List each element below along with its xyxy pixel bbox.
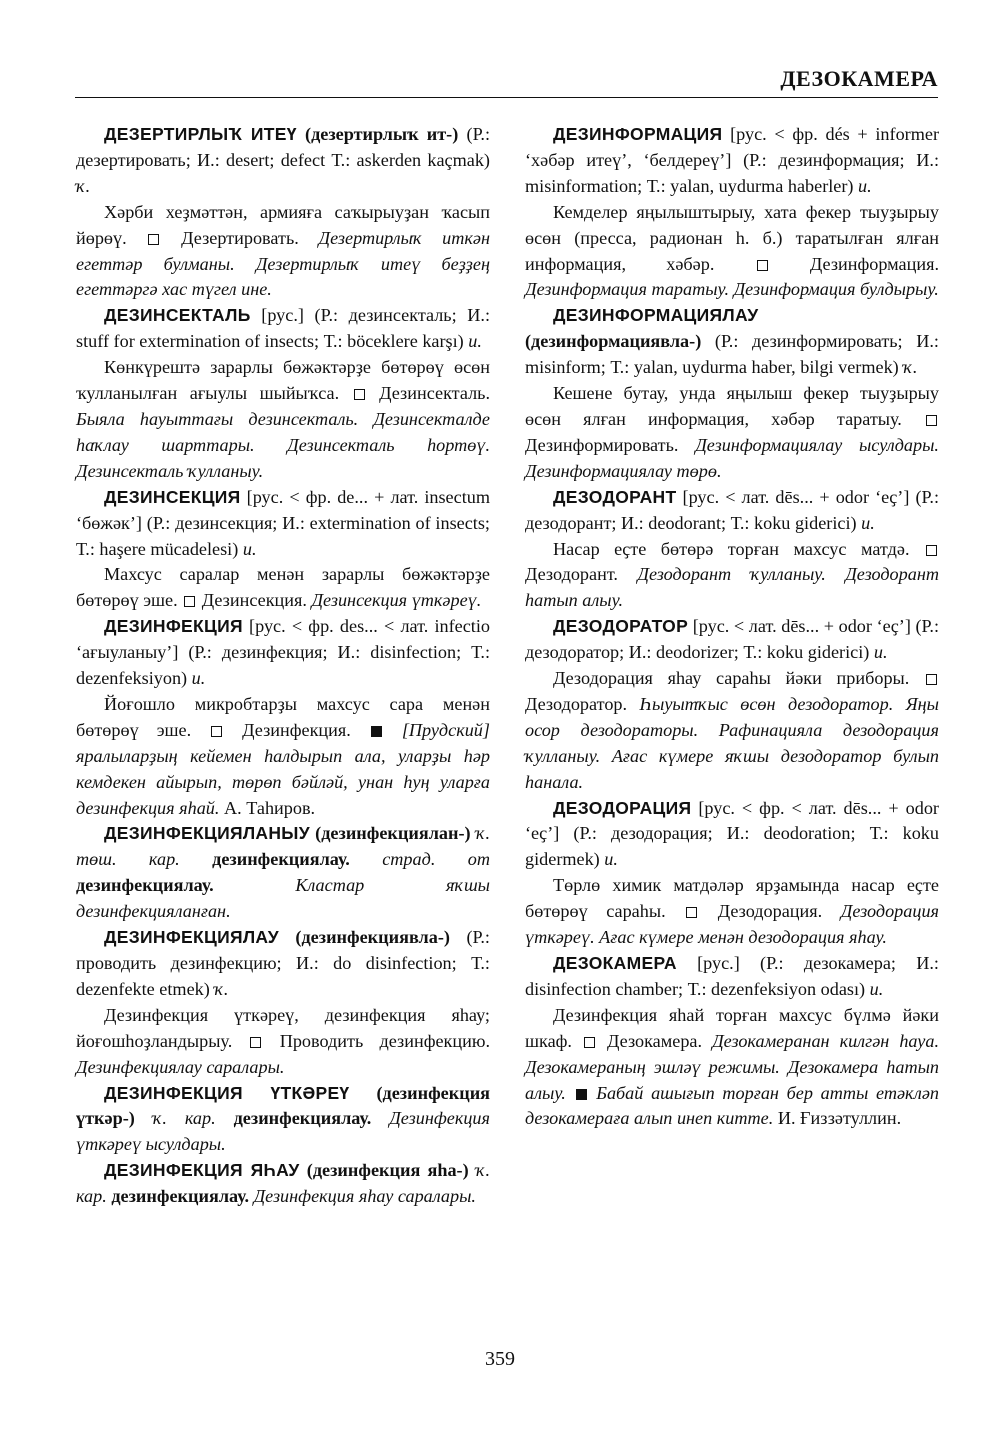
- etymology: [рус. < фр. < лат. dēs... + odor ‘еҫ’] (Р.: дезодорация; И.: deodoration; Т.: koku gidermek): [525, 797, 939, 870]
- example: Бабай ашығып торған бер атты етәкләп дезокамераға алып инеп китте.: [525, 1082, 940, 1129]
- entry-dezinsekciya: [76, 485, 490, 563]
- definition: Йоғошло микробтарҙы махсус сара менән бөтөрөү эше. Дезинфекция. [Прудский] яралыларҙың кейемен һалдырып ала, уларҙы һәр кемдекен айырып, төрөп бәйләй, унан һуң уларға дезинфекция яһай. А. Таһиров.: [76, 693, 490, 818]
- headword-stem: (дезинфекциялан-): [309, 823, 471, 844]
- entry-dezodorator: [525, 614, 939, 666]
- example: Дезинформация таратыу. Дезинформация булдырыу.: [525, 279, 939, 300]
- entry-dezodorant: [525, 485, 939, 537]
- citation-author: А. Таһиров.: [219, 797, 316, 818]
- grammar-label: ҡ.: [903, 357, 918, 378]
- cross-reference: дезинфекциялау.: [179, 849, 350, 870]
- example: Дезинфекция үткәреү ысулдары.: [76, 1108, 490, 1155]
- entry-dezodoraciya: [525, 796, 939, 874]
- entry-dezertirlyk: [76, 122, 490, 200]
- square-icon: [584, 1037, 595, 1048]
- grammar-label: ҡ.: [214, 978, 229, 999]
- headword: ДЕЗИНСЕКЦИЯ: [104, 486, 241, 507]
- example: [Прудский] яралыларҙың кейемен һалдырып ала, уларҙы һәр кемдекен айырып, төрөп бәйләй, унан һуң уларға дезинфекция яһай.: [76, 719, 490, 818]
- grammar-label: ҡ.: [76, 175, 91, 196]
- header-rule: [75, 97, 938, 98]
- example: Дезодорация үткәреү. Ағас күмере менән дезодорация яһау.: [525, 901, 939, 948]
- square-icon: [148, 234, 159, 245]
- etymology: [рус.] (Р.: дезинсекталь; И.: stuff for extermination of insects; Т.: böceklere karşı): [76, 305, 490, 352]
- square-icon: [926, 545, 937, 556]
- example: Дезинформациялау ысулдары. Дезинформациялау төрө.: [525, 434, 939, 481]
- left-column: [76, 122, 490, 1210]
- definition: Махсус саралар менән зарарлы бөжәктәрҙе бөтөрөү эше. Дезинсекция. Дезинсекция үткәреү.: [76, 564, 490, 611]
- example: Дезодорант ҡулланыу. Дезодорант һатып алыу.: [525, 564, 939, 611]
- filled-square-icon: [371, 726, 382, 737]
- example: Дезокамеранан килгән һауа. Дезокамераның эшләү режимы. Дезокамера һатып алыу.: [525, 1030, 939, 1103]
- citation-author: И. Ғиззәтуллин.: [773, 1108, 902, 1129]
- etymology: [рус. < фр. dés + informer ‘хәбәр итеү’, ‘белдереү’] (Р.: дезинформация; И.: misinformation; Т.: yalan, uydurma haberler): [525, 124, 939, 196]
- etymology: (Р.: проводить дезинфекцию; И.: do disinfection; Т.: dezenfekte etmek): [76, 927, 490, 999]
- square-icon: [926, 674, 937, 685]
- definition: Дезинфекция яһай торған махсус бүлмә йәки шкаф. Дезокамера. Дезокамеранан килгән һауа. Дезокамераның эшләү режимы. Дезокамера һатып алыу. Бабай ашығып торған бер атты етәкләп дезокамераға алып инеп китте. И. Ғиззәтуллин.: [525, 1004, 940, 1129]
- headword: ДЕЗИНФЕКЦИЯЛАУ: [104, 927, 279, 948]
- headword: ДЕЗОДОРАЦИЯ: [553, 797, 692, 818]
- definition: Хәрби хеҙмәттән, армияға саҡырыуҙан ҡасып йөрөү. Дезертировать. Дезертирлыҡ иткән егеттәр булманы. Дезертирлыҡ итеү беҙҙең егеттәргә хас түгел ине.: [76, 201, 490, 300]
- cross-reference: дезинфекциялау.: [215, 1108, 372, 1129]
- headword: ДЕЗЕРТИРЛЫҠ ИТЕҮ: [104, 124, 297, 144]
- definition: Көнкүрештә зарарлы бөжәктәрҙе бөтөрөү өсөн ҡулланылған ағыулы шыйыҡса. Дезинсекталь. Быяла һауыттағы дезинсекталь. Дезинсекталде һаҡлау шарттары. Дезинсекталь һортөү. Дезинсекталь ҡулланыу.: [76, 357, 490, 481]
- grammar-label: и.: [869, 978, 884, 999]
- definition: Дезинфекция үткәреү, дезинфекция яһау; йоғошһоҙландырыу. Проводить дезинфекцию. Дезинфекциялау саралары.: [76, 1004, 490, 1077]
- entry-dezinfekciyalau: [76, 925, 490, 1003]
- definition: Төрлө химик матдәләр ярҙамында насар еҫте бөтөрөү сараһы. Дезодорация. Дезодорация үткәреү. Ағас күмере менән дезодорация яһау.: [525, 875, 939, 948]
- etymology: [рус. < фр. des... < лат. infectio ‘ағыуланыу’] (Р.: дезинфекция; И.: disinfection; Т.: dezenfeksiyon): [76, 616, 490, 689]
- square-icon: [184, 596, 195, 607]
- headword: ДЕЗИНФОРМАЦИЯЛАУ: [553, 305, 759, 326]
- entry-dezinfekciya-yahau: [76, 1158, 490, 1210]
- cross-reference: дезинфекциялау.: [76, 875, 214, 896]
- etymology: (Р.: дезинформировать; И.: misinform; Т.: yalan, uydurma haber, bilgi vermek): [525, 331, 939, 378]
- cross-reference: дезинфекциялау.: [106, 1186, 250, 1207]
- grammar-label: и.: [858, 175, 872, 196]
- grammar-label: и.: [191, 668, 206, 689]
- headword: ДЕЗОДОРАТОР: [553, 616, 689, 637]
- definition: Дезодорация яһау сараһы йәки приборы. Дезодоратор. Һыуытҡыс өсөн дезодоратор. Яңы осор дезодораторы. Рафинацияла дезодорация ҡулланыу. Ағас күмере яҡшы дезодоратор булып һанала.: [525, 668, 939, 792]
- definition: Насар еҫте бөтөрә торған махсус матдә. Дезодорант. Дезодорант ҡулланыу. Дезодорант һатып алыу.: [525, 538, 939, 611]
- headword: ДЕЗИНФОРМАЦИЯ: [553, 124, 723, 144]
- definition: Кешене бутау, унда яңылыш фекер тыуҙырыу өсөн ялған информация, хәбәр таратыу. Дезинформировать. Дезинформациялау ысулдары. Дезинформациялау төрө.: [525, 383, 939, 481]
- grammar-label: страд. от: [349, 849, 491, 870]
- headword: ДЕЗИНСЕКТАЛЬ: [104, 305, 251, 326]
- right-column: [525, 122, 939, 1132]
- entry-dezinfekciyalanyu: [76, 821, 490, 925]
- entry-dezinfekciya-utkereu: [76, 1081, 490, 1159]
- headword: ДЕЗИНФЕКЦИЯ: [104, 616, 243, 637]
- entry-dezinsektal: [76, 303, 490, 355]
- headword-stem: (дезинфекциявла-): [278, 927, 450, 948]
- square-icon: [354, 389, 365, 400]
- grammar-label: и.: [604, 849, 618, 870]
- example: Дезертирлыҡ иткән егеттәр булманы. Дезертирлыҡ итеү беҙҙең егеттәргә хас түгел ине.: [76, 227, 490, 300]
- entry-dezinformaciyalau: [525, 303, 939, 381]
- square-icon: [757, 260, 768, 271]
- example: Дезинфекция яһау саралары.: [249, 1186, 476, 1207]
- square-icon: [211, 726, 222, 737]
- etymology: [рус. < фр. de... + лат. insectum ‘бөжәк’] (Р.: дезинсекция; И.: extermination of insects; Т.: haşere mücadelesi): [76, 486, 490, 559]
- headword: ДЕЗОКАМЕРА: [553, 953, 677, 973]
- example: Һыуытҡыс өсөн дезодоратор. Яңы осор дезодораторы. Рафинацияла дезодорация ҡулланыу. Ағас күмере яҡшы дезодоратор булып һанала.: [525, 693, 939, 792]
- headword-stem: (дезинфекция яһа-): [299, 1160, 469, 1181]
- grammar-label: ҡ. төш. кар.: [76, 823, 491, 870]
- headword-stem: (дезинфекция үткәр-): [76, 1082, 491, 1129]
- grammar-label: и.: [468, 331, 482, 352]
- filled-square-icon: [576, 1089, 587, 1100]
- etymology: (Р.: дезертировать; И.: desert; defect Т.: askerden kaçmak): [76, 124, 491, 170]
- grammar-label: ҡ. кар.: [76, 1160, 490, 1207]
- grammar-label: и.: [873, 642, 888, 663]
- etymology: [рус. < лат. dēs... + odor ‘еҫ’] (Р.: дезодоратор; И.: deodorizer; Т.: koku giderici): [525, 616, 939, 663]
- example: Дезинфекциялау саралары.: [76, 1056, 285, 1077]
- grammar-label: ҡ. кар.: [134, 1108, 216, 1129]
- example: Быяла һауыттағы дезинсекталь. Дезинсекталде һаҡлау шарттары. Дезинсекталь һортөү. Дезинсекталь ҡулланыу.: [76, 408, 490, 481]
- definition: Кемделер яңылыштырыу, хата фекер тыуҙырыу өсөн (пресса, радионан һ. б.) таратылған ялған информация, хәбәр. Дезинформация. Дезинформация таратыу. Дезинформация булдырыу.: [525, 201, 939, 300]
- square-icon: [686, 907, 697, 918]
- headword-stem: (дезинформациявла-): [525, 331, 702, 352]
- headword: ДЕЗОДОРАНТ: [553, 486, 677, 507]
- headword: ДЕЗИНФЕКЦИЯ ЯҺАУ: [104, 1160, 300, 1181]
- grammar-label: и.: [242, 538, 257, 559]
- page-number: 359: [485, 1348, 515, 1370]
- grammar-label: и.: [861, 512, 875, 533]
- square-icon: [250, 1037, 261, 1048]
- headword-stem: (дезертирлыҡ ит-): [296, 124, 459, 144]
- headword: ДЕЗИНФЕКЦИЯЛАНЫУ: [104, 823, 310, 844]
- entry-dezinformaciya: [525, 122, 939, 200]
- etymology: [рус.] (Р.: дезокамера; И.: disinfection chamber; Т.: dezenfeksiyon odası): [525, 953, 939, 999]
- entry-dezinfekciya: [76, 614, 490, 692]
- square-icon: [926, 415, 937, 426]
- entry-dezokamera: [525, 951, 939, 1003]
- example: Дезинсекция үткәреү.: [311, 590, 482, 611]
- headword: ДЕЗИНФЕКЦИЯ ҮТКӘРЕҮ: [104, 1082, 350, 1103]
- etymology: [рус. < лат. dēs... + odor ‘еҫ’] (Р.: дезодорант; И.: deodorant; Т.: koku giderici): [525, 486, 939, 533]
- running-head: ДЕЗОКАМЕРА: [780, 66, 938, 91]
- example: Кластар яҡшы дезинфекцияланған.: [76, 875, 490, 922]
